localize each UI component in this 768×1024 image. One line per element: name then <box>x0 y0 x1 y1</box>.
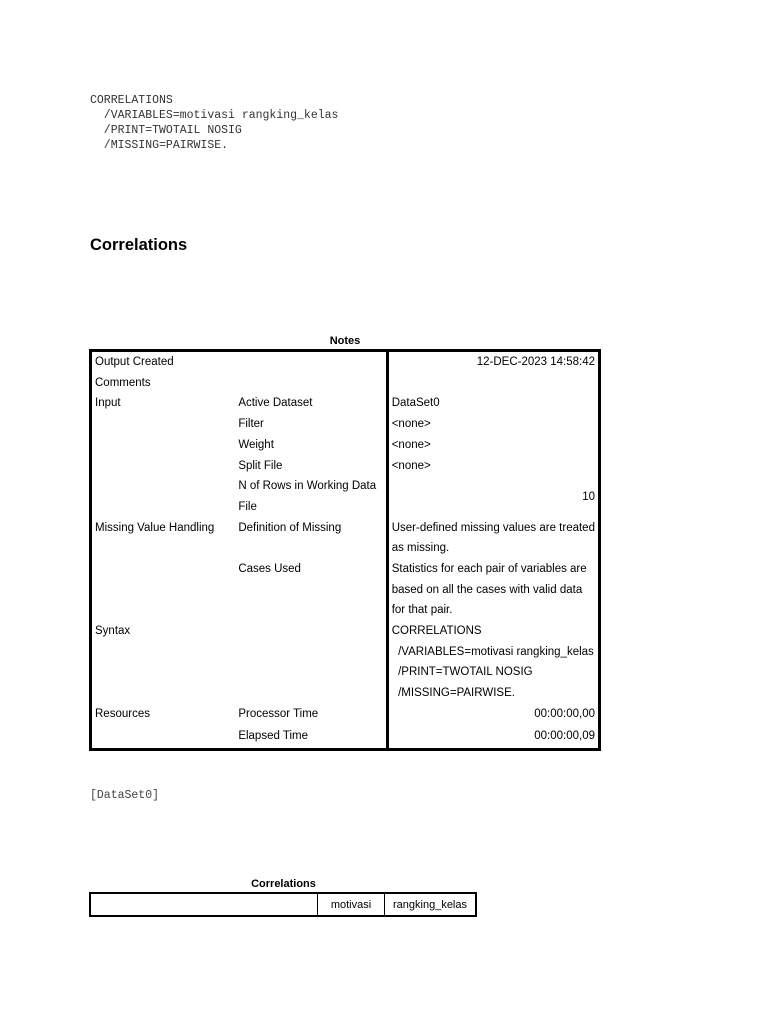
row-sublabel <box>235 351 387 373</box>
table-row <box>91 518 600 559</box>
row-sublabel: Weight <box>235 435 387 456</box>
empty-header-cell <box>90 893 318 916</box>
row-sublabel: Elapsed Time <box>235 724 387 750</box>
row-sublabel <box>235 373 387 394</box>
table-row <box>91 351 600 373</box>
row-sublabel <box>235 476 387 517</box>
syntax-line: /PRINT=TWOTAIL NOSIG <box>90 124 242 137</box>
definition-missing-value <box>387 518 599 559</box>
table-row <box>91 393 600 414</box>
n-rows-value: 10 <box>582 490 595 503</box>
row-sublabel: Split File <box>235 456 387 477</box>
weight-value: <none> <box>391 438 431 451</box>
row-label: Missing Value Handling <box>95 521 215 534</box>
n-rows-label-line: File <box>238 500 257 513</box>
row-label: Input <box>95 397 121 410</box>
syntax-value-line: /VARIABLES=motivasi rangking_kelas <box>391 645 594 658</box>
active-dataset-value: DataSet0 <box>391 397 440 410</box>
row-sublabel: Active Dataset <box>235 393 387 414</box>
syntax-line: /MISSING=PAIRWISE. <box>90 139 229 152</box>
row-sublabel: Definition of Missing <box>235 518 387 559</box>
split-file-value: <none> <box>391 459 431 472</box>
correlations-table-caption: Correlations <box>251 878 316 890</box>
elapsed-time-value: 00:00:00,09 <box>534 730 595 743</box>
notes-table-caption: Notes <box>329 335 361 347</box>
processor-time-value: 00:00:00,00 <box>534 707 595 720</box>
row-label: Comments <box>95 376 151 389</box>
table-row <box>91 373 600 394</box>
n-rows-label-line: N of Rows in Working Data <box>238 480 377 493</box>
row-sublabel: Processor Time <box>235 704 387 725</box>
value-line: User-defined missing values are treated <box>391 521 595 534</box>
output-created-value: 12-DEC-2023 14:58:42 <box>476 356 595 368</box>
row-label <box>91 724 236 750</box>
value-line: based on all the cases with valid data <box>391 583 583 596</box>
row-sublabel <box>235 621 387 704</box>
notes-table <box>89 349 601 751</box>
filter-value: <none> <box>391 418 431 431</box>
row-label: Syntax <box>95 625 131 638</box>
row-sublabel: Filter <box>235 414 387 435</box>
syntax-value <box>387 621 599 704</box>
syntax-block <box>90 93 338 153</box>
value-line: as missing. <box>391 542 450 555</box>
row-label <box>91 414 236 435</box>
table-row <box>91 435 600 456</box>
syntax-line: CORRELATIONS <box>90 94 173 107</box>
row-label <box>91 456 236 477</box>
section-heading: Correlations <box>90 236 188 254</box>
cases-used-value <box>387 559 599 621</box>
syntax-value-line: /MISSING=PAIRWISE. <box>391 687 515 700</box>
syntax-value-line: CORRELATIONS <box>391 625 482 638</box>
table-row <box>91 724 600 750</box>
syntax-line: /VARIABLES=motivasi rangking_kelas <box>90 109 339 122</box>
table-row <box>91 621 600 704</box>
column-header: motivasi <box>318 893 385 916</box>
row-label: Resources <box>95 707 150 720</box>
table-row <box>91 414 600 435</box>
dataset-tag: [DataSet0] <box>90 789 160 802</box>
row-label <box>91 559 236 621</box>
value-line: Statistics for each pair of variables are <box>391 562 587 575</box>
value-line: for that pair. <box>391 604 453 617</box>
row-label <box>91 476 236 517</box>
table-row <box>91 559 600 621</box>
correlations-table <box>89 892 477 917</box>
table-row <box>91 476 600 517</box>
column-header: rangking_kelas <box>393 898 467 911</box>
table-header-row <box>90 893 476 916</box>
row-value <box>387 373 599 394</box>
row-label: Output Created <box>95 356 174 368</box>
table-row <box>91 704 600 725</box>
syntax-value-line: /PRINT=TWOTAIL NOSIG <box>391 666 533 679</box>
row-sublabel: Cases Used <box>235 559 387 621</box>
row-label <box>91 435 236 456</box>
table-row <box>91 456 600 477</box>
